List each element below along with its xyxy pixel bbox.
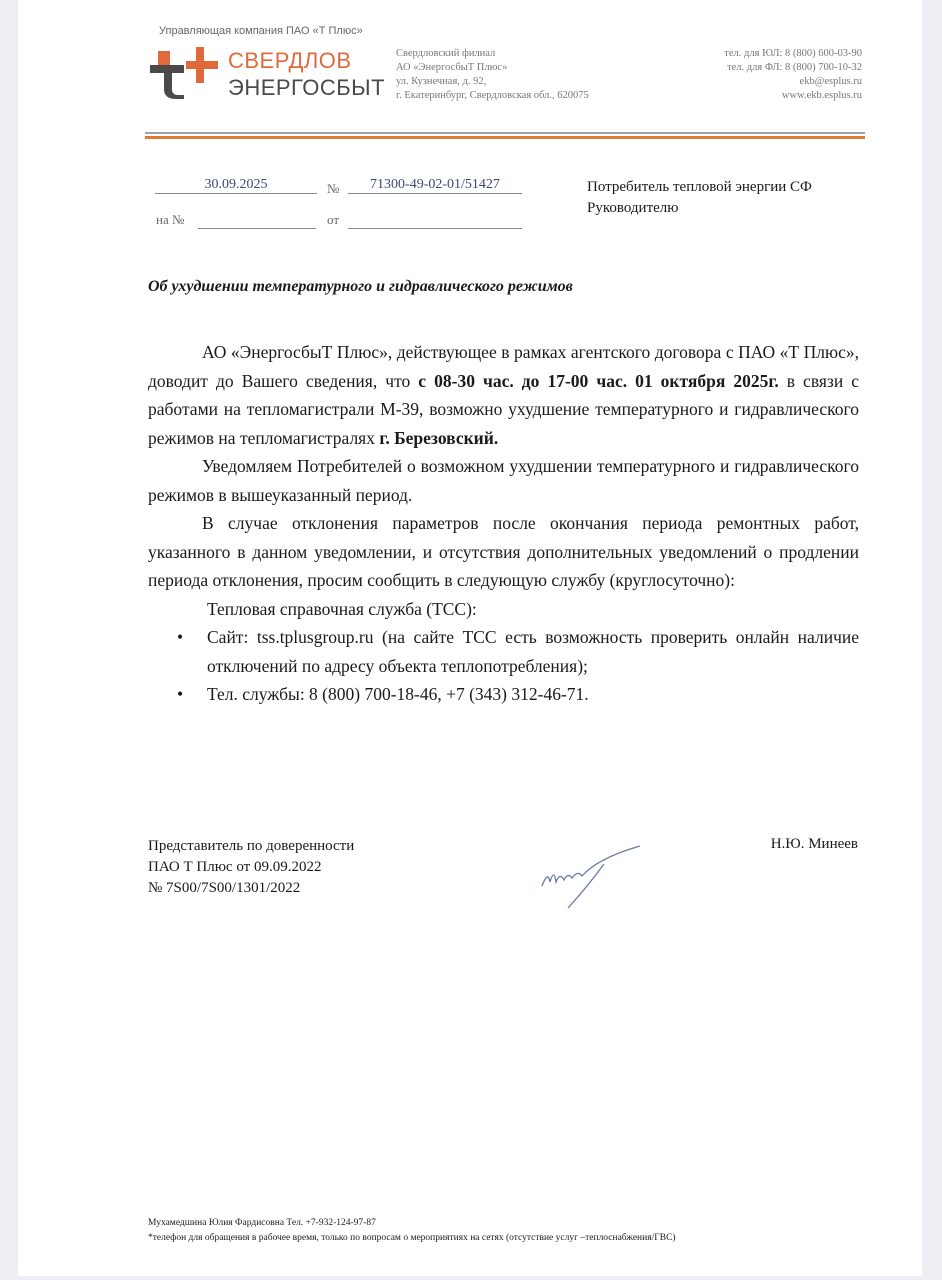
from-date-field xyxy=(348,211,522,229)
addressee-line: Руководителю xyxy=(587,200,679,216)
brand-line-2: ЭНЕРГОСБЫТ xyxy=(228,75,386,100)
ref-number-field xyxy=(198,211,316,229)
footnote-line: *телефон для обращения в рабочее время, только по вопросам о мероприятиях на сетях (отсутствие услуг –теплоснабжения/ГВС) xyxy=(148,1233,676,1243)
number-label: № xyxy=(327,181,340,196)
email: ekb@esplus.ru xyxy=(799,76,862,87)
header-divider-orange xyxy=(145,136,865,139)
website: www.ekb.esplus.ru xyxy=(781,90,862,101)
handwritten-signature-icon xyxy=(528,842,648,912)
paragraph-2: Уведомляем Потребителей о возможном ухудшении температурного и гидравлического режимов в вышеуказанный период. xyxy=(148,456,859,505)
phone-legal: тел. для ЮЛ: 8 (800) 600-03-90 xyxy=(724,48,862,59)
executor-line: Мухамедшина Юлия Фардисовна Тел. +7-932-124-97-87 xyxy=(148,1218,376,1228)
authority-line: ПАО Т Плюс от 09.09.2022 xyxy=(148,859,322,875)
period-highlight: с 08-30 час. до 17-00 час. 01 октября 2025г. xyxy=(418,370,779,391)
authority-line: Представитель по доверенности xyxy=(148,838,355,854)
paragraph-1: АО «ЭнергосбыТ Плюс», действующее в рамках агентского договора с ПАО «Т Плюс», доводит до Вашего сведения, что с 08-30 час. до 17-00 час. 01 октября 2025г. в связи с работами на тепломагистрали М-39, возможно ухудшение температурного и гидравлического режимов на тепломагистралях г. Березовский. xyxy=(148,342,860,448)
brand-line-1: СВЕРДЛОВ xyxy=(228,48,352,73)
ref-label: на № xyxy=(156,212,185,227)
list-item: • Сайт: tss.tplusgroup.ru (на сайте ТСС есть возможность проверить онлайн наличие отключений по адресу объекта теплопотребления); xyxy=(207,623,859,680)
service-list xyxy=(148,623,859,709)
service-title: Тепловая справочная служба (ТСС): xyxy=(207,598,477,619)
sender-contacts xyxy=(724,47,862,103)
letter-number: 71300-49-02-01/51427 xyxy=(348,177,522,194)
management-company: Управляющая компания ПАО «Т Плюс» xyxy=(159,25,363,37)
address-line: АО «ЭнергосбыТ Плюс» xyxy=(396,62,508,73)
signer-authority xyxy=(148,836,354,899)
letter-body xyxy=(148,338,859,709)
sender-address xyxy=(396,47,589,103)
addressee xyxy=(587,177,812,219)
footer-note xyxy=(148,1216,676,1246)
address-line: Свердловский филиал xyxy=(396,48,496,59)
from-label: от xyxy=(327,212,340,227)
header-divider-grey xyxy=(145,132,865,134)
letter-subject: Об ухудшении температурного и гидравлического режимов xyxy=(148,278,573,295)
signer-name: Н.Ю. Минеев xyxy=(770,836,858,852)
address-line: ул. Кузнечная, д. 92, xyxy=(396,76,487,87)
phone-individual: тел. для ФЛ: 8 (800) 700-10-32 xyxy=(727,62,862,73)
letter-date: 30.09.2025 xyxy=(155,177,317,194)
tplus-logo-icon xyxy=(150,43,220,99)
authority-line: № 7S00/7S00/1301/2022 xyxy=(148,880,301,896)
list-item: • Тел. службы: 8 (800) 700-18-46, +7 (343) 312-46-71. xyxy=(207,680,859,709)
addressee-line: Потребитель тепловой энергии СФ xyxy=(587,179,812,195)
location-highlight: г. Березовский. xyxy=(379,427,499,448)
address-line: г. Екатеринбург, Свердловская обл., 620075 xyxy=(396,90,589,101)
paragraph-3: В случае отклонения параметров после окончания периода ремонтных работ, указанного в данном уведомлении, и отсутствия дополнительных уведомлений о продлении периода отклонения, просим сообщить в следующую службу (круглосуточно): xyxy=(148,513,859,590)
letter-page xyxy=(18,0,922,1276)
